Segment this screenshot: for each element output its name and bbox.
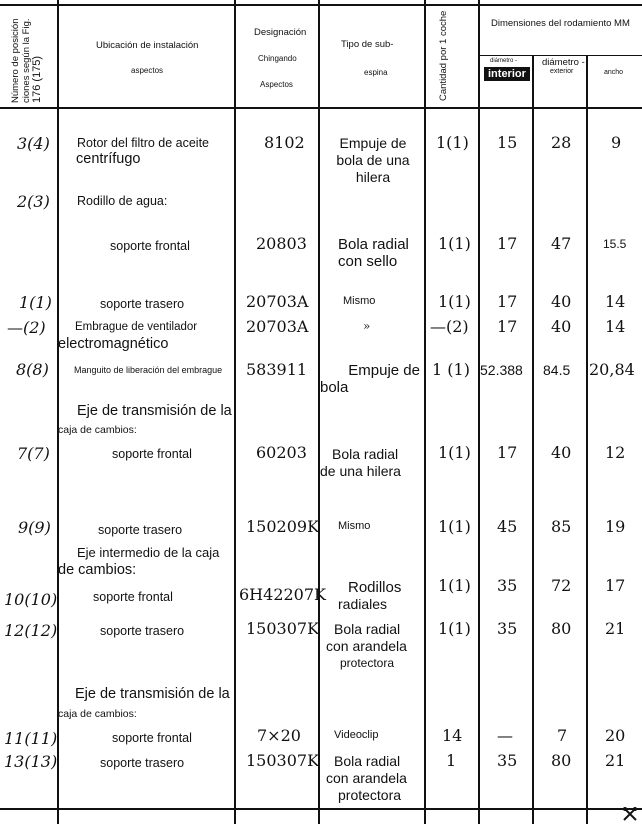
r3-location: soporte frontal	[110, 239, 190, 253]
top-border	[0, 4, 642, 6]
r4-width: 14	[605, 292, 626, 311]
header-location-sub: aspectos	[131, 66, 164, 75]
r15-outer: 80	[551, 751, 572, 770]
r5-location: Embrague de ventilador	[75, 321, 198, 333]
r15-designation: 150307K	[246, 751, 320, 770]
r14-inner: —	[497, 726, 513, 745]
header-width: ancho	[604, 69, 624, 76]
header-support-type: Tipo de sub-	[341, 39, 394, 50]
r10-group-2: de cambios:	[58, 562, 137, 578]
r11-type: Rodillos radiales	[338, 579, 402, 612]
r5-qty: —(2)	[430, 317, 469, 336]
r11-outer: 72	[551, 576, 572, 595]
r5-outer: 40	[551, 317, 572, 336]
r1-type: Empuje de bola de una hilera	[336, 135, 410, 185]
r15-location: soporte trasero	[100, 756, 185, 770]
r13-group-2: caja de cambios:	[58, 708, 137, 720]
col-line-7	[586, 56, 588, 824]
r13-group: Eje de transmisión de la	[75, 686, 230, 702]
header-bottom-border	[0, 107, 642, 109]
r4-position: 1(1)	[19, 293, 52, 312]
r8-position: 7(7)	[17, 444, 50, 463]
r5-position: —(2)	[7, 318, 46, 337]
r6-location: Manguito de liberación del embrague	[74, 365, 223, 375]
r5-inner: 17	[497, 317, 518, 336]
r8-width: 12	[605, 443, 626, 462]
header-support-type-sub: espina	[364, 68, 388, 77]
r11-position: 10(10)	[4, 590, 58, 609]
r1-location: Rotor del filtro de aceite	[77, 136, 210, 150]
col-line-4	[424, 0, 426, 824]
r3-qty: 1(1)	[438, 234, 471, 253]
dims-sub-border	[478, 55, 642, 56]
r14-location: soporte frontal	[112, 731, 192, 745]
r9-position: 9(9)	[18, 518, 51, 537]
r9-inner: 45	[497, 517, 518, 536]
r15-inner: 35	[497, 751, 518, 770]
r1-inner: 15	[497, 133, 518, 152]
r6-type: Empuje de bola	[320, 362, 420, 396]
r8-type: Bola radial de una hilera	[320, 446, 401, 479]
r3-width: 15.5	[603, 237, 627, 251]
r12-location: soporte trasero	[100, 624, 185, 638]
r14-designation: 7×20	[257, 726, 301, 745]
r3-type: Bola radial con sello	[338, 236, 409, 270]
r5-designation: 20703A	[246, 317, 309, 336]
r3-outer: 47	[551, 234, 572, 253]
r1-designation: 8102	[264, 133, 305, 152]
r11-location: soporte frontal	[93, 590, 173, 604]
r4-designation: 20703A	[246, 292, 309, 311]
tools-icon	[622, 806, 638, 822]
r15-type: Bola radial con arandela protectora	[326, 753, 407, 803]
header-quantity: Cantidad por 1 coche	[438, 10, 449, 101]
r5-location-2: electromagnético	[58, 336, 169, 352]
header-designation-sub2: Aspectos	[260, 80, 293, 89]
header-position: Número de posición ciones según la Fig. 176 (175)	[10, 18, 43, 103]
r8-inner: 17	[497, 443, 518, 462]
r11-qty: 1(1)	[438, 576, 471, 595]
header-designation: Designación	[254, 27, 307, 38]
header-inner-small: diámetro -	[490, 58, 518, 64]
r15-qty: 1	[446, 751, 457, 770]
r9-type: Mismo	[338, 520, 371, 532]
r14-position: 11(11)	[4, 729, 58, 748]
r14-qty: 14	[442, 726, 463, 745]
r9-designation: 150209K	[246, 517, 320, 536]
header-outer-label: diámetro -	[542, 57, 585, 68]
r12-qty: 1(1)	[438, 619, 471, 638]
r2-position: 2(3)	[17, 192, 50, 211]
r8-outer: 40	[551, 443, 572, 462]
r4-qty: 1(1)	[438, 292, 471, 311]
r3-designation: 20803	[256, 234, 307, 253]
r6-position: 8(8)	[16, 360, 49, 379]
header-outer-small: exterior	[550, 68, 574, 75]
r4-type: Mismo	[343, 295, 376, 307]
col-line-3	[318, 0, 320, 824]
r6-designation: 583911	[246, 360, 308, 379]
r9-width: 19	[605, 517, 626, 536]
r14-type: Videoclip	[334, 729, 379, 741]
r8-qty: 1(1)	[438, 443, 471, 462]
header-dimensions: Dimensiones del rodamiento MM	[491, 18, 630, 29]
r1-position: 3(4)	[17, 134, 50, 153]
r5-width: 14	[605, 317, 626, 336]
r9-location: soporte trasero	[98, 523, 183, 537]
r9-outer: 85	[551, 517, 572, 536]
r1-qty: 1(1)	[436, 133, 469, 152]
r8-designation: 60203	[256, 443, 307, 462]
r8-location: soporte frontal	[112, 447, 192, 461]
r11-inner: 35	[497, 576, 518, 595]
r14-width: 20	[605, 726, 626, 745]
r1-location-2: centrífugo	[76, 151, 141, 167]
r15-position: 13(13)	[4, 752, 58, 771]
r12-designation: 150307K	[246, 619, 320, 638]
r7-group: Eje de transmisión de la	[77, 403, 232, 419]
header-inner-label: interior	[484, 68, 530, 80]
header-designation-sub1: Chingando	[258, 54, 297, 63]
r10-group: Eje intermedio de la caja	[77, 545, 220, 560]
r1-width: 9	[611, 133, 622, 152]
header-location: Ubicación de instalación	[96, 40, 199, 51]
col-line-6	[532, 56, 534, 824]
r6-outer: 84.5	[543, 362, 571, 378]
r9-qty: 1(1)	[438, 517, 471, 536]
r2-group: Rodillo de agua:	[77, 194, 168, 208]
col-line-2	[234, 0, 236, 824]
r6-qty: 1 (1)	[432, 360, 470, 379]
r4-inner: 17	[497, 292, 518, 311]
col-line-5	[478, 0, 480, 824]
r11-designation: 6H42207K	[239, 585, 326, 604]
r12-inner: 35	[497, 619, 518, 638]
r12-outer: 80	[551, 619, 572, 638]
r6-width: 20,84	[589, 360, 635, 379]
r12-type: Bola radial con arandela protectora	[326, 621, 407, 670]
r5-type: »	[363, 319, 371, 333]
r4-location: soporte trasero	[100, 297, 185, 311]
r7-group-2: caja de cambios:	[58, 424, 137, 436]
r1-outer: 28	[551, 133, 572, 152]
col-line-1	[57, 0, 59, 824]
r12-width: 21	[605, 619, 626, 638]
r15-width: 21	[605, 751, 626, 770]
r11-width: 17	[605, 576, 626, 595]
r6-inner: 52.388	[480, 362, 523, 378]
r3-inner: 17	[497, 234, 518, 253]
r4-outer: 40	[551, 292, 572, 311]
bottom-border	[0, 808, 642, 810]
r12-position: 12(12)	[4, 621, 58, 640]
r14-outer: 7	[557, 726, 568, 745]
